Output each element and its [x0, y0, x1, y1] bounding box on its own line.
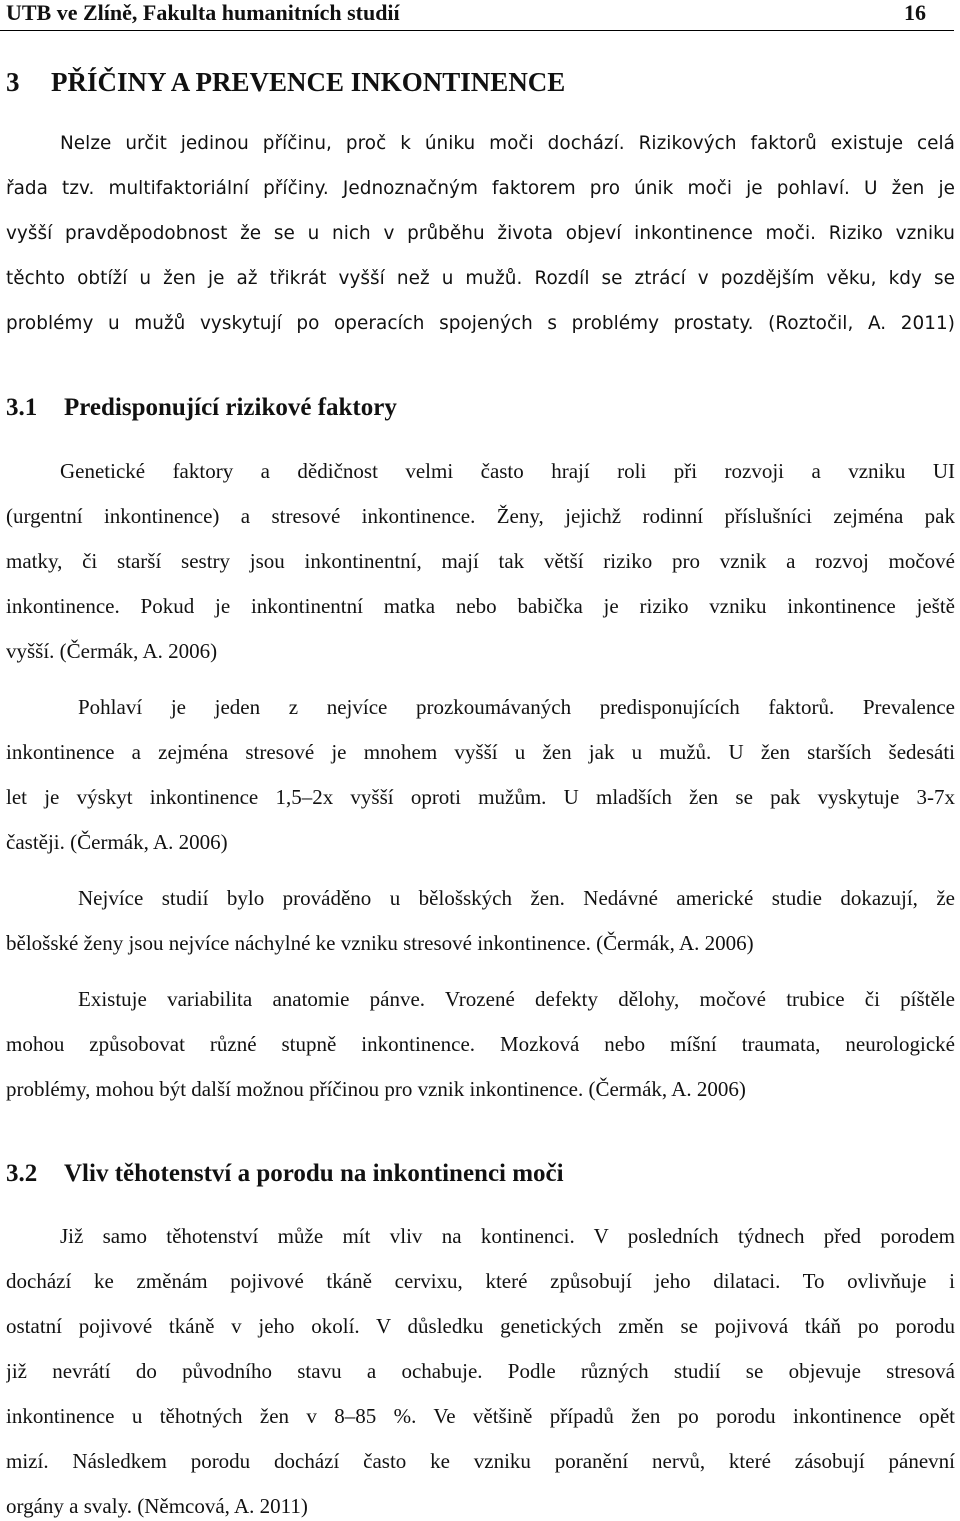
paragraph-line: Již samo těhotenství může mít vliv na kontinenci. V posledních týdnech před porodem	[60, 1224, 955, 1248]
paragraph-line: mohou způsobovat různé stupně inkontinence. Mozková nebo míšní traumata, neurologické	[6, 1032, 955, 1056]
section-heading-3-2	[6, 1159, 564, 1189]
paragraph-line: již nevrátí do původního stavu a ochabuje. Podle různých studií se objevuje stresová	[6, 1359, 955, 1383]
paragraph-line: bělošské ženy jsou nejvíce náchylné ke vzniku stresové inkontinence. (Čermák, A. 2006)	[6, 931, 754, 955]
paragraph-line: řada tzv. multifaktoriální příčiny. Jednoznačným faktorem pro únik moči je pohlaví. U žen je	[6, 178, 955, 199]
paragraph-line: častěji. (Čermák, A. 2006)	[6, 830, 228, 854]
paragraph-line: ostatní pojivové tkáně v jeho okolí. V důsledku genetických změn se pojivová tkáň po porodu	[6, 1314, 955, 1338]
chapter-number: 3	[6, 67, 20, 97]
section-number: 3.1	[6, 394, 38, 421]
paragraph-line: Pohlaví je jeden z nejvíce prozkoumávaných predisponujících faktorů. Prevalence	[78, 695, 955, 719]
paragraph-line: těchto obtíží u žen je až třikrát vyšší než u mužů. Rozdíl se ztrácí v pozdějším věku, kdy se	[6, 268, 955, 289]
paragraph-line: Existuje variabilita anatomie pánve. Vrozené defekty dělohy, močové trubice či píštěle	[78, 987, 955, 1011]
section-title: Predisponující rizikové faktory	[64, 394, 397, 421]
paragraph-line: mizí. Následkem porodu dochází často ke vzniku poranění nervů, které zásobují pánevní	[6, 1449, 955, 1473]
page-header	[0, 0, 954, 31]
paragraph-line: inkontinence. Pokud je inkontinentní matka nebo babička je riziko vzniku inkontinence ještě	[6, 594, 955, 618]
paragraph-line: matky, či starší sestry jsou inkontinentní, mají tak větší riziko pro vznik a rozvoj močové	[6, 549, 955, 573]
paragraph-line: vyšší pravděpodobnost že se u nich v průběhu života objeví inkontinence moči. Riziko vzniku	[6, 223, 955, 244]
paragraph-line: Genetické faktory a dědičnost velmi často hrají roli při rozvoji a vzniku UI	[60, 459, 955, 483]
page-number: 16	[904, 0, 926, 25]
chapter-heading	[6, 66, 565, 98]
paragraph-line: let je výskyt inkontinence 1,5–2x vyšší oproti mužům. U mladších žen se pak vyskytuje 3-7x	[6, 785, 955, 809]
section-title: Vliv těhotenství a porodu na inkontinenci moči	[64, 1160, 564, 1187]
section-number: 3.2	[6, 1160, 38, 1187]
section-heading-3-1	[6, 393, 397, 423]
paragraph-line: problémy, mohou být další možnou příčinou pro vznik inkontinence. (Čermák, A. 2006)	[6, 1077, 746, 1101]
chapter-title: PŘÍČINY A PREVENCE INKONTINENCE	[51, 67, 566, 97]
header-title: UTB ve Zlíně, Fakulta humanitních studií	[6, 0, 400, 25]
paragraph-line: Nelze určit jedinou příčinu, proč k úniku moči dochází. Rizikových faktorů existuje celá	[60, 133, 955, 154]
paragraph-line: inkontinence u těhotných žen v 8–85 %. Ve většině případů žen po porodu inkontinence opět	[6, 1404, 955, 1428]
paragraph-line: problémy u mužů vyskytují po operacích spojených s problémy prostaty. (Roztočil, A. 2011)	[6, 313, 955, 334]
paragraph-line: vyšší. (Čermák, A. 2006)	[6, 639, 218, 663]
paragraph-line: orgány a svaly. (Němcová, A. 2011)	[6, 1494, 308, 1518]
paragraph-line: (urgentní inkontinence) a stresové inkontinence. Ženy, jejichž rodinní příslušníci zejména pak	[6, 504, 955, 528]
paragraph-line: Nejvíce studií bylo prováděno u bělošských žen. Nedávné americké studie dokazují, že	[78, 886, 955, 910]
paragraph-line: inkontinence a zejména stresové je mnohem vyšší u žen jak u mužů. U žen starších šedesáti	[6, 740, 955, 764]
paragraph-line: dochází ke změnám pojivové tkáně cervixu, které způsobují jeho dilataci. To ovlivňuje i	[6, 1269, 955, 1293]
